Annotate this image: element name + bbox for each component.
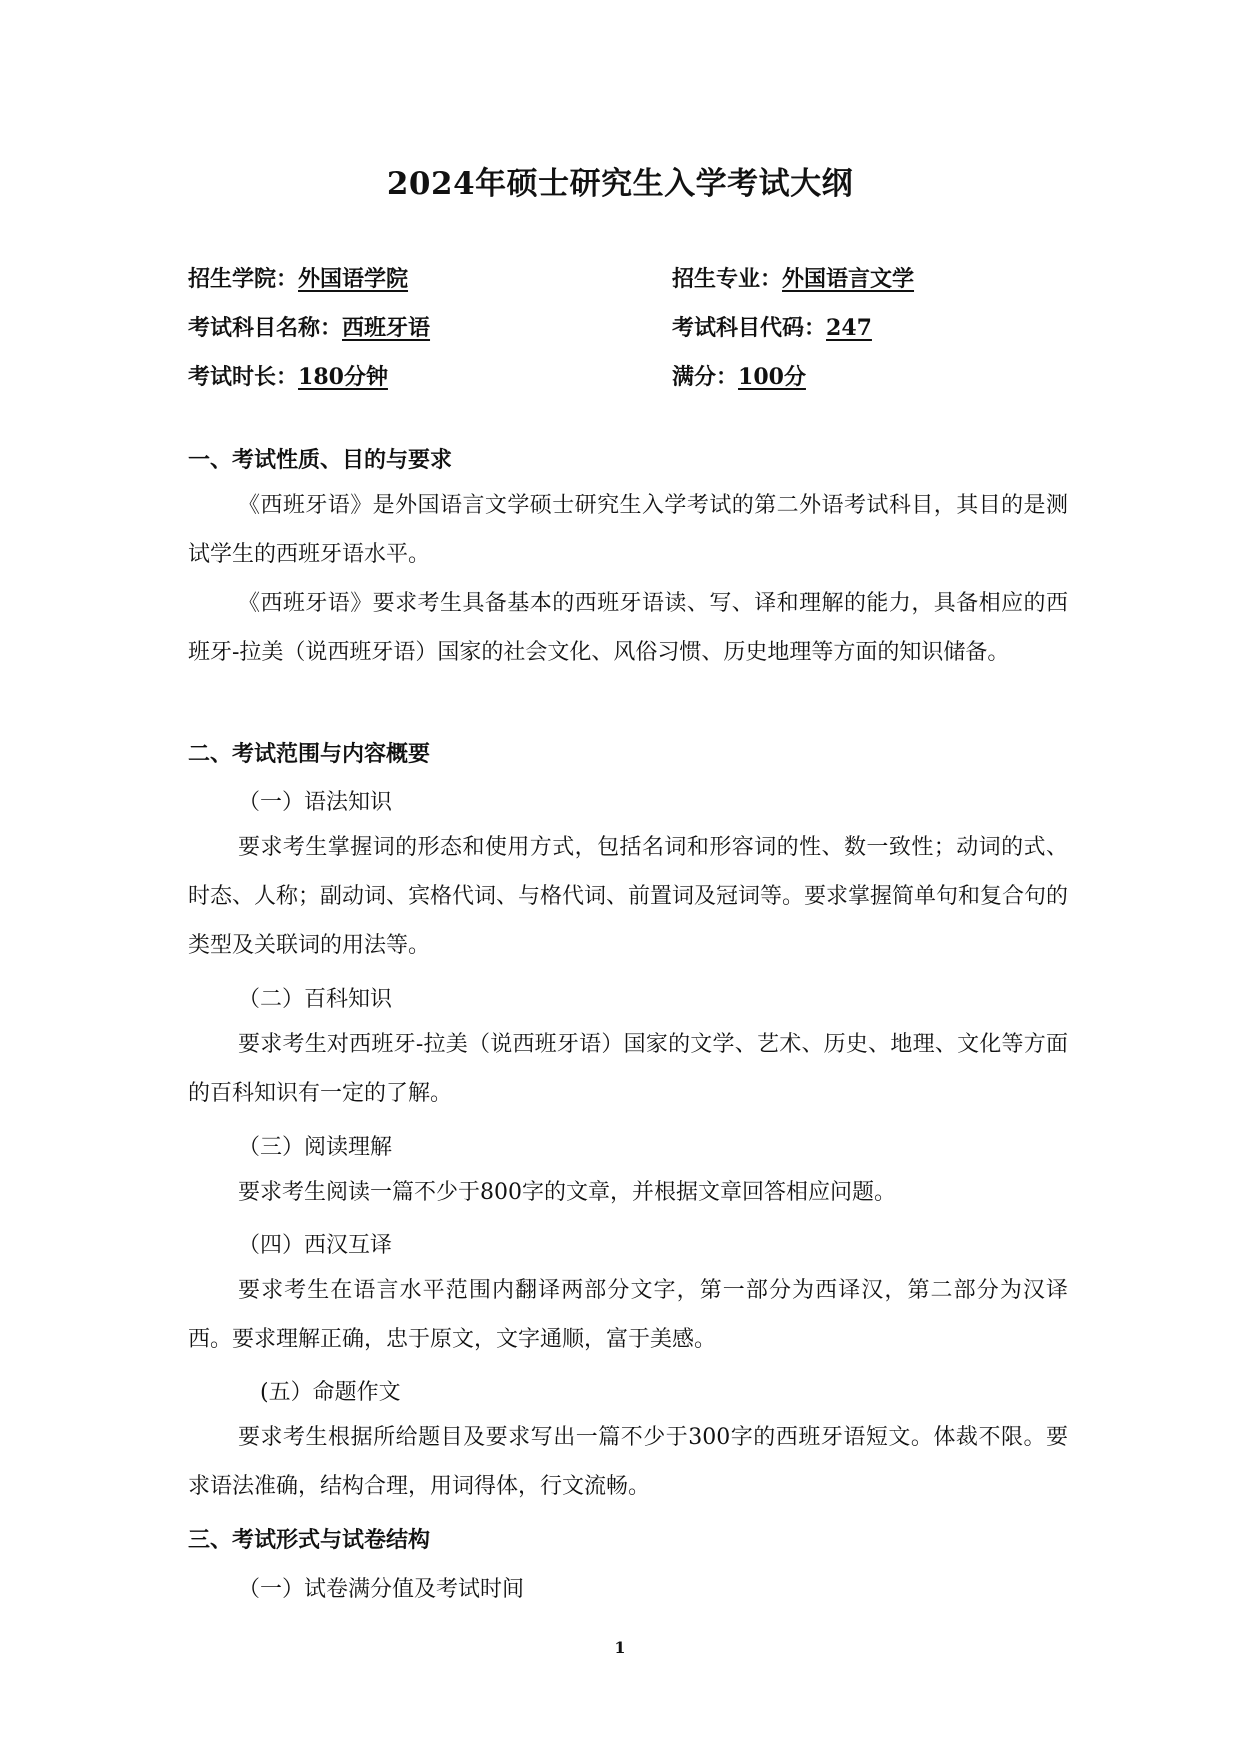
- meta-row-college: [188, 262, 1068, 302]
- section-3-sub-1-heading: （一）试卷满分值及考试时间: [238, 1577, 525, 1602]
- section-2-sub-5-paragraph: 要求考生根据所给题目及要求写出一篇不少于300字的西班牙语短文。体裁不限。要求语法准确，结构合理，用词得体，行文流畅。: [188, 1425, 1068, 1499]
- section-3-heading: 三、考试形式与试卷结构: [188, 1527, 431, 1553]
- section-2-sub-4-heading: （四）西汉互译: [238, 1233, 393, 1258]
- document-title: 2024年硕士研究生入学考试大纲: [386, 166, 854, 202]
- section-2-sub-3-paragraph: 要求考生阅读一篇不少于800字的文章，并根据文章回答相应问题。: [238, 1180, 896, 1205]
- code-label: 考试科目代码：: [672, 315, 827, 341]
- section-2-sub-2-paragraph: 要求考生对西班牙-拉美（说西班牙语）国家的文学、艺术、历史、地理、文化等方面的百科知识有一定的了解。: [188, 1032, 1068, 1106]
- score-label: 满分：: [672, 364, 739, 390]
- score-field: [672, 360, 806, 391]
- section-2-sub-2-heading: （二）百科知识: [238, 987, 393, 1012]
- meta-row-subject: [188, 311, 1068, 351]
- meta-row-duration: [188, 360, 1068, 400]
- section-2-sub-1-heading: （一）语法知识: [238, 790, 393, 815]
- college-label: 招生学院：: [188, 266, 299, 292]
- section-1-paragraph-1: 《西班牙语》是外国语言文学硕士研究生入学考试的第二外语考试科目，其目的是测试学生的西班牙语水平。: [188, 493, 1068, 567]
- major-value: 外国语言文学: [782, 266, 915, 292]
- section-2-sub-5-heading: (五）命题作文: [260, 1380, 401, 1405]
- duration-field: [188, 360, 388, 391]
- section-2-sub-1-paragraph: 要求考生掌握词的形态和使用方式，包括名词和形容词的性、数一致性；动词的式、时态、人称；副动词、宾格代词、与格代词、前置词及冠词等。要求掌握简单句和复合句的类型及关联词的用法等。: [188, 835, 1069, 958]
- duration-value: 180分钟: [298, 364, 388, 390]
- code-value: 247: [826, 315, 872, 341]
- college-value: 外国语学院: [298, 266, 409, 292]
- section-2-sub-3-heading: （三）阅读理解: [238, 1135, 393, 1160]
- duration-label: 考试时长：: [188, 364, 299, 390]
- section-1-paragraph-2: 《西班牙语》要求考生具备基本的西班牙语读、写、译和理解的能力，具备相应的西班牙-拉美（说西班牙语）国家的社会文化、风俗习惯、历史地理等方面的知识储备。: [188, 591, 1068, 665]
- college-field: [188, 262, 408, 293]
- score-value: 100分: [738, 364, 806, 390]
- section-1-heading: 一、考试性质、目的与要求: [188, 447, 453, 473]
- code-field: [672, 311, 872, 342]
- subject-field: [188, 311, 430, 342]
- section-2-sub-4-paragraph: 要求考生在语言水平范围内翻译两部分文字，第一部分为西译汉，第二部分为汉译西。要求理解正确，忠于原文，文字通顺，富于美感。: [188, 1278, 1068, 1352]
- subject-label: 考试科目名称：: [188, 315, 343, 341]
- major-label: 招生专业：: [672, 266, 783, 292]
- subject-value: 西班牙语: [342, 315, 431, 341]
- major-field: [672, 262, 914, 293]
- page-number: 1: [614, 1638, 626, 1657]
- section-2-heading: 二、考试范围与内容概要: [188, 741, 431, 767]
